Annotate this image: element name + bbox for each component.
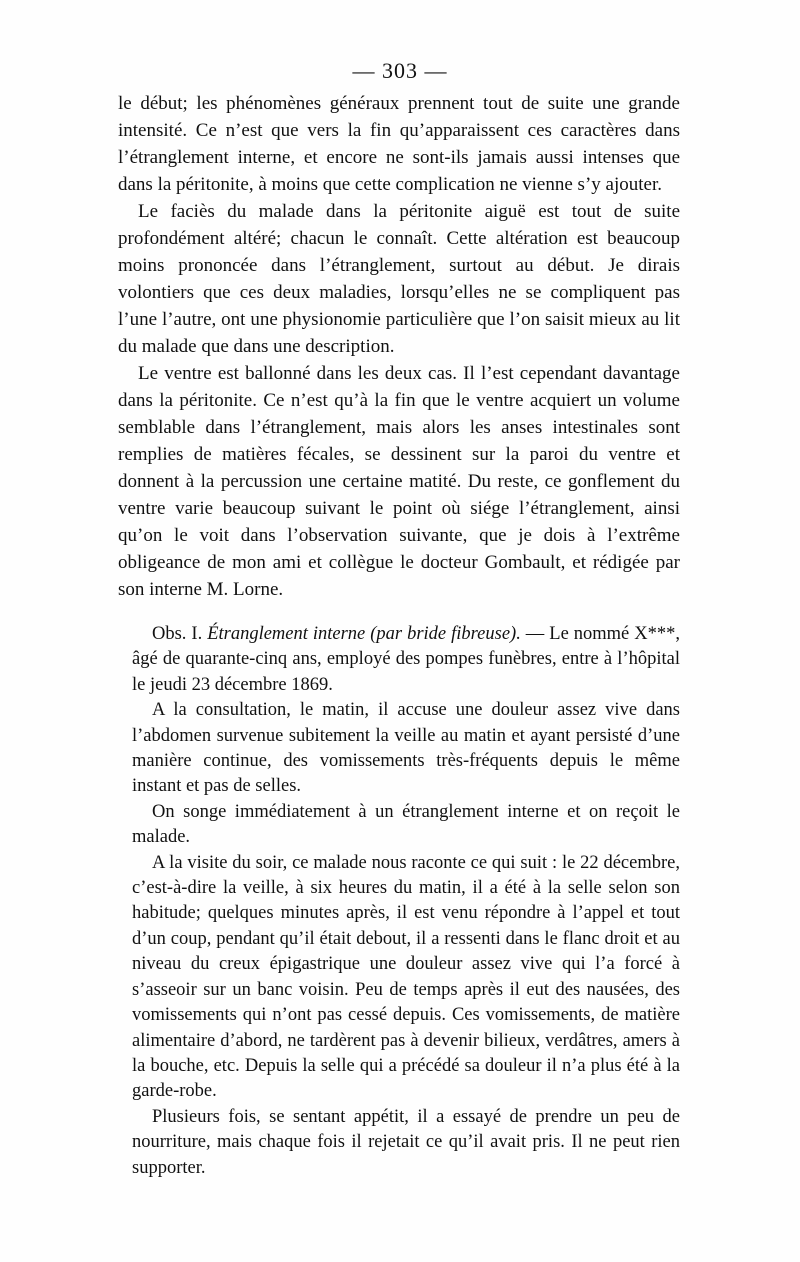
observation-block xyxy=(132,622,680,1181)
observation-title: Étranglement interne (par bride fibreuse). xyxy=(207,624,521,644)
paragraph-facies: Le faciès du malade dans la péritonite aiguë est tout de suite profondément altéré; chacun le connaît. Cette altération est beaucoup moins prononcée dans l’étranglement, surtout au début. Je dirais volontiers que ces deux maladies, lorsqu’elles ne se compliquent pas l’une l’autre, ont une physionomie particulière que l’on saisit mieux au lit du malade que dans une description. xyxy=(118,201,680,357)
observation-intro: — Le nommé X***, âgé de quarante-cinq ans, employé des pompes funèbres, entre à l’hôpital le jeudi 23 décembre 1869. xyxy=(132,624,680,695)
paragraph-consultation: A la consultation, le matin, il accuse une douleur assez vive dans l’abdomen survenue subitement la veille au matin et ayant persisté d’une manière continue, des vomissements très-fréquents depuis le même instant et pas de selles. xyxy=(132,700,680,797)
paragraph-etranglement: On songe immédiatement à un étranglement interne et on reçoit le malade. xyxy=(132,801,680,848)
page-number: — 303 — xyxy=(352,58,448,83)
paragraph-nourriture: Plusieurs fois, se sentant appétit, il a essayé de prendre un peu de nourriture, mais chaque fois il rejetait ce qu’il avait pris. Il ne peut rien supporter. xyxy=(132,1106,680,1178)
paragraph-ventre: Le ventre est ballonné dans les deux cas. Il l’est cependant davantage dans la péritonite. Ce n’est qu’à la fin que le ventre acquiert un volume semblable dans l’étranglement, mais alors les anses intestinales sont remplies de matières fécales, se dessinent sur la paroi du ventre et donnent à la percussion une certaine matité. Du reste, ce gonflement du ventre varie beaucoup suivant le point où siége l’étranglement, ainsi qu’on le voit dans l’observation suivante, que je dois à l’extrême obligeance de mon ami et collègue le docteur Gombault, et rédigée par son interne M. Lorne. xyxy=(118,363,680,600)
paragraph-continuation: le début; les phénomènes généraux prennent tout de suite une grande intensité. Ce n’est que vers la fin qu’apparaissent ces caractères dans l’étranglement interne, et encore ne sont-ils jamais aussi intenses que dans la péritonite, à moins que cette complication ne vienne s’y ajouter. xyxy=(118,93,680,195)
observation-label: Obs. I. xyxy=(152,624,203,644)
upper-text-block xyxy=(118,90,680,603)
paragraph-visite: A la visite du soir, ce malade nous raconte ce qui suit : le 22 décembre, c’est-à-dire la veille, à six heures du matin, il a été à la selle selon son habitude; quelques minutes après, il est venu répondre à l’appel et tout d’un coup, pendant qu’il était debout, il a ressenti dans le flanc droit et au niveau du creux épigastrique une douleur assez vive qui l’a forcé à s’asseoir sur un banc voisin. Peu de temps après il eut des nausées, des vomissements qui n’ont pas cessé depuis. Ces vomissements, de matière alimentaire d’abord, ne tardèrent pas à devenir bilieux, verdâtres, amers à la bouche, etc. Depuis la selle qui a précédé sa douleur il n’a plus été à la garde-robe. xyxy=(132,852,680,1102)
observation-heading xyxy=(132,622,680,698)
